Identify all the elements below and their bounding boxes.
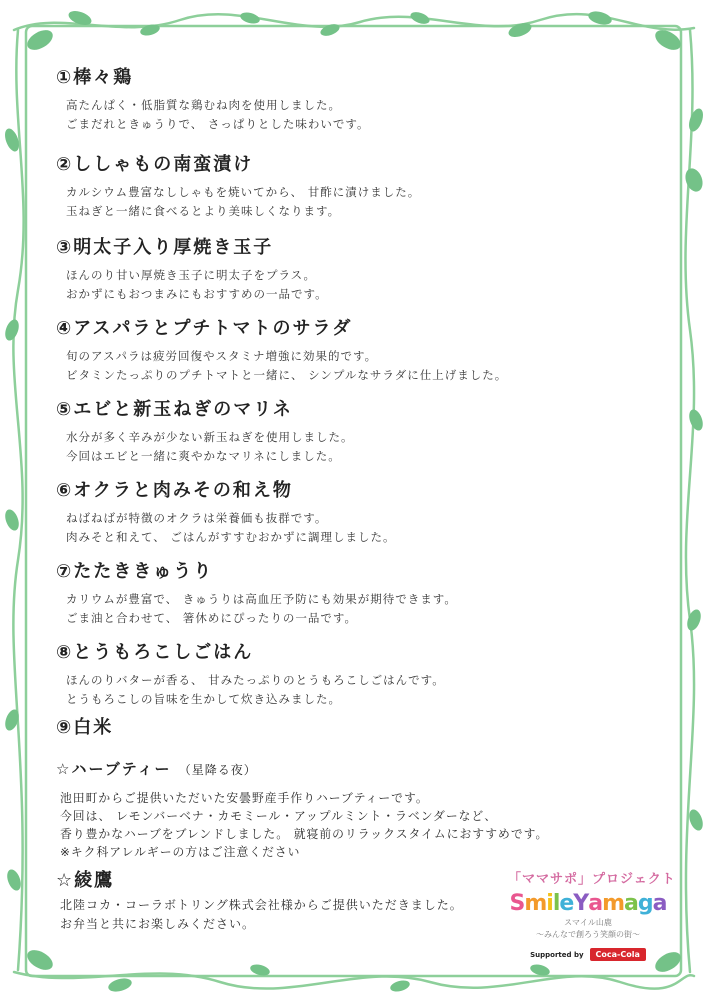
description-line: お弁当と共にお楽しみください。 bbox=[60, 917, 256, 931]
brand-letter: a bbox=[652, 891, 667, 916]
herb-tea-name: ☆ハーブティー bbox=[56, 760, 172, 778]
menu-item-title: ⑥オクラと肉みその和え物 bbox=[56, 480, 293, 501]
description-line: 肉みそと和えて、 ごはんがすすむおかずに調理しました。 bbox=[66, 530, 396, 544]
brand-letter: a bbox=[624, 891, 638, 916]
description-line: ほんのりバターが香る、 甘みたっぷりのとうもろこしごはんです。 bbox=[66, 673, 445, 687]
herb-tea-subtitle: （星降る夜） bbox=[178, 763, 257, 777]
menu-item bbox=[56, 236, 328, 304]
brand-letter: l bbox=[552, 891, 560, 916]
description-line: 旬のアスパラは疲労回復やスタミナ増強に効果的です。 bbox=[66, 349, 378, 363]
menu-item-description bbox=[66, 183, 420, 221]
menu-item-title: ⑧とうもろこしごはん bbox=[56, 642, 254, 663]
ayataka-description bbox=[60, 896, 463, 934]
brand-letter: g bbox=[637, 891, 653, 916]
menu-item-description bbox=[66, 266, 328, 304]
description-line: カリウムが豊富で、 きゅうりは高血圧予防にも効果が期待できます。 bbox=[66, 592, 457, 606]
menu-item bbox=[56, 641, 445, 709]
menu-item-title: ⑤エビと新玉ねぎのマリネ bbox=[56, 399, 293, 420]
menu-item bbox=[56, 66, 370, 134]
description-line: ビタミンたっぷりのプチトマトと一緒に、 シンプルなサラダに仕上げました。 bbox=[66, 368, 508, 382]
herb-tea-description bbox=[60, 789, 548, 861]
brand-letter: m bbox=[524, 891, 547, 916]
description-line: おかずにもおつまみにもおすすめの一品です。 bbox=[66, 287, 328, 301]
brand-letter: e bbox=[559, 891, 574, 916]
menu-item bbox=[56, 560, 457, 628]
brand-tagline: 〜みんなで創ろう笑顔の街〜 bbox=[536, 930, 640, 939]
menu-item-description bbox=[66, 671, 445, 709]
brand-letter: a bbox=[588, 891, 603, 916]
menu-item bbox=[56, 479, 396, 547]
description-line: ごま油と合わせて、 箸休めにぴったりの一品です。 bbox=[66, 611, 358, 625]
brand-letter: S bbox=[509, 891, 525, 916]
menu-item-title: ④アスパラとプチトマトのサラダ bbox=[56, 318, 353, 339]
brand-letter: m bbox=[602, 891, 625, 916]
menu-item-title: ③明太子入り厚焼き玉子 bbox=[56, 237, 274, 258]
sponsor-logo: Coca-Cola bbox=[590, 948, 646, 961]
description-line: ねばねばが特徴のオクラは栄養価も抜群です。 bbox=[66, 511, 328, 525]
description-line: 今回は、 レモンバーベナ・カモミール・アップルミント・ラベンダーなど、 bbox=[60, 809, 498, 823]
description-line: 今回はエビと一緒に爽やかなマリネにしました。 bbox=[66, 449, 341, 463]
description-line: 高たんぱく・低脂質な鶏むね肉を使用しました。 bbox=[66, 98, 341, 112]
description-line: 香り豊かなハーブをブレンドしました。 就寝前のリラックスタイムにおすすめです。 bbox=[60, 827, 549, 841]
herb-tea-section bbox=[56, 758, 548, 861]
menu-item-title: ⑨白米 bbox=[56, 717, 114, 738]
description-line: カルシウム豊富なししゃもを焼いてから、 甘酢に漬けました。 bbox=[66, 185, 421, 199]
brand-wordmark bbox=[508, 891, 668, 916]
menu-item-title: ⑦たたききゅうり bbox=[56, 561, 214, 582]
description-line: 玉ねぎと一緒に食べるとより美味しくなります。 bbox=[66, 204, 341, 218]
menu-item bbox=[56, 398, 354, 466]
description-line: ※キク科アレルギーの方はご注意ください bbox=[60, 845, 301, 859]
description-line: 水分が多く辛みが少ない新玉ねぎを使用しました。 bbox=[66, 430, 354, 444]
herb-tea-title bbox=[56, 758, 548, 779]
brand-letter: Y bbox=[573, 891, 589, 916]
smile-yamaga-logo bbox=[508, 868, 676, 964]
brand-kana: スマイル山鹿 bbox=[564, 918, 612, 927]
project-label: 「ママサポ」プロジェクト bbox=[508, 872, 676, 887]
ayataka-title: ☆綾鷹 bbox=[56, 870, 115, 891]
brand-letter: i bbox=[546, 891, 553, 916]
menu-item bbox=[56, 317, 507, 385]
description-line: ほんのり甘い厚焼き玉子に明太子をプラス。 bbox=[66, 268, 316, 282]
menu-item-description bbox=[66, 347, 507, 385]
supported-by-row bbox=[508, 948, 668, 961]
description-line: とうもろこしの旨味を生かして炊き込みました。 bbox=[66, 692, 341, 706]
menu-item bbox=[56, 716, 113, 740]
menu-item-title: ①棒々鶏 bbox=[56, 67, 134, 88]
menu-item-description bbox=[66, 590, 457, 628]
menu-item-description bbox=[66, 428, 354, 466]
menu-item bbox=[56, 153, 420, 221]
description-line: 北陸コカ・コーラボトリング株式会社様からご提供いただきました。 bbox=[60, 898, 463, 912]
supported-by-label: Supported by bbox=[530, 950, 584, 959]
description-line: 池田町からご提供いただいた安曇野産手作りハーブティーです。 bbox=[60, 791, 429, 805]
ayataka-section bbox=[56, 866, 463, 934]
menu-item-description bbox=[66, 96, 370, 134]
menu-item-title: ②ししゃもの南蛮漬け bbox=[56, 154, 254, 175]
description-line: ごまだれときゅうりで、 さっぱりとした味わいです。 bbox=[66, 117, 370, 131]
menu-item-description bbox=[66, 509, 396, 547]
